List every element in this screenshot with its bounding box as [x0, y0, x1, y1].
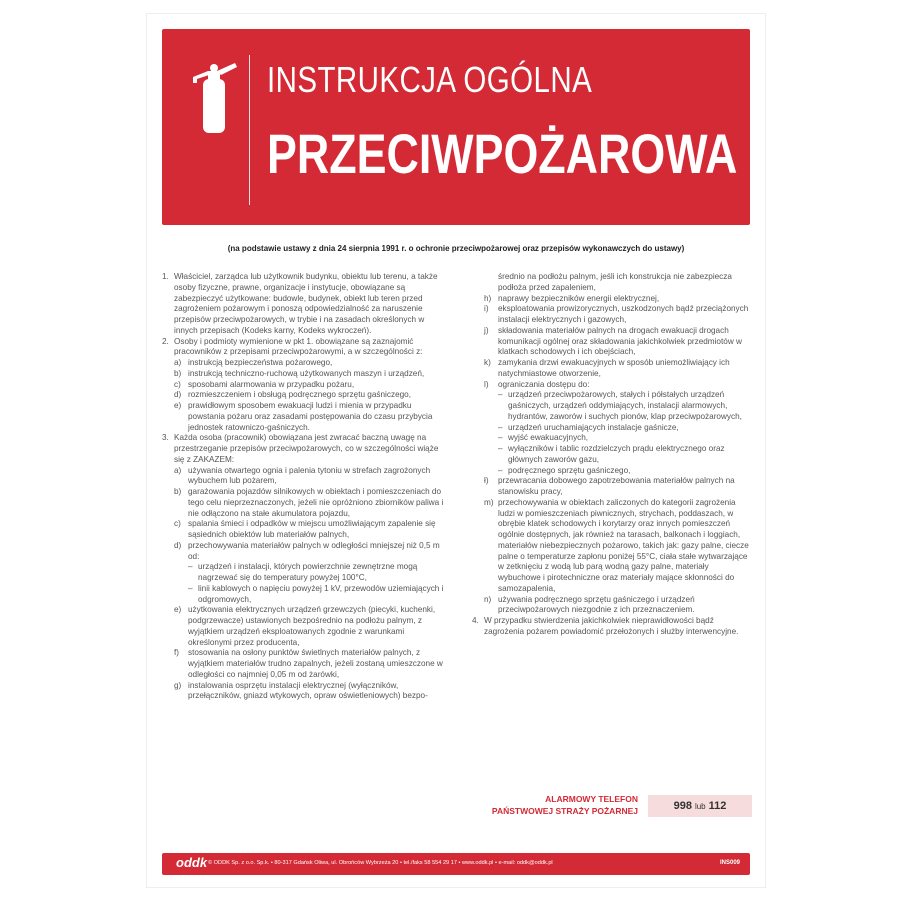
alarm-or-word: lub — [694, 801, 706, 811]
item-marker: – — [498, 444, 503, 453]
item-text: używania podręcznego sprzętu gaśniczego i urządzeń przeciwpożarowych niezgodnie z ich przeznaczeniem. — [498, 594, 695, 615]
item-marker: b) — [174, 487, 182, 496]
item-text: urządzeń przeciwpożarowych, stałych i półstałych urządzeń gaśniczych, urządzeń oddymiających, instalacji alarmowych, hydrantów, zaworów i suchych pionów, klap przeciwpożarowych, — [508, 390, 742, 421]
item-marker: l) — [484, 379, 489, 389]
item-marker: ł) — [484, 476, 489, 486]
item-marker: c) — [174, 379, 181, 389]
item-text: przechowywania materiałów palnych w odległości mniejszej niż 0,5 m od: — [188, 540, 440, 561]
item-text: wyłączników i tablic rozdzielczych prądu elektrycznego oraz głównych zaworów gazu, — [508, 444, 725, 464]
instruction-item — [162, 681, 450, 703]
item-marker: g) — [174, 680, 182, 690]
fire-extinguisher-icon — [187, 57, 239, 135]
instruction-item — [472, 272, 752, 294]
item-text: instalowania osprzętu instalacji elektrycznej (wyłączników, przełączników, gniazd wtykowych, opraw oświetleniowych) bezpo- — [188, 680, 428, 701]
instruction-item — [472, 294, 752, 305]
instruction-item — [162, 358, 450, 369]
item-text: Właściciel, zarządca lub użytkownik budynku, obiektu lub terenu, a także osoby fizyczne, prawne, organizacje i instytucje, obowiązane są zabezpieczyć użytkowane: budowle, budynek, obiekt lub teren przed zagrożeniem pożarowym i ponoszą odpowiedzialność za naruszenie przepisów przeciwpożarowych, w trybie i na zasadach określonych w innych przepisach (Kodeks karny, Kodeks wykroczeń). — [174, 272, 438, 335]
item-text: średnio na podłożu palnym, jeśli ich konstrukcja nie zabezpiecza podłoża przed zapaleniem, — [498, 272, 732, 292]
item-text: linii kablowych o napięciu powyżej 1 kV, przewodów uziemiających i odgromowych, — [198, 583, 444, 604]
item-marker: d) — [174, 540, 182, 550]
instruction-item — [162, 433, 450, 465]
item-text: Każda osoba (pracownik) obowiązana jest zwracać baczną uwagę na przestrzeganie przepisów przeciwpożarowych, co w szczególności wiąże się z ZAKAZEM: — [174, 433, 439, 464]
instruction-item — [162, 466, 450, 488]
item-text: użytkowania elektrycznych urządzeń grzewczych (piecyki, kuchenki, podgrzewacze) ustawionych bezpośrednio na podłożu palnym, z wyjątkiem urządzeń eksploatowanych zgodnie z warunkami określonymi przez producenta, — [188, 605, 436, 647]
item-marker: 1. — [162, 272, 169, 281]
item-text: spalania śmieci i odpadków w miejscu umożliwiającym zapalenie się sąsiednich obiektów lub materiałów palnych, — [188, 519, 436, 539]
item-text: rozmieszczeniem i obsługą podręcznego sprzętu gaśniczego, — [188, 390, 412, 400]
product-code: INS009 — [719, 860, 740, 866]
instruction-item — [162, 562, 450, 584]
item-marker: e) — [174, 401, 182, 410]
item-marker: h) — [484, 293, 492, 303]
left-text-column — [162, 272, 450, 702]
publisher-contact: © ODDK Sp. z o.o. Sp.k. • 80-317 Gdańsk Oliwa, ul. Obrońców Wybrzeża 20 • tel./faks 58 554 29 17 • www.oddk.pl • e-mail: oddk@oddk.pl — [208, 860, 553, 866]
item-text: Osoby i podmioty wymienione w pkt 1. obowiązane są zaznajomić pracowników z przepisami przeciwpożarowymi, a w szczególności z: — [174, 336, 423, 357]
item-marker: e) — [174, 605, 182, 615]
item-marker: – — [498, 390, 503, 400]
item-text: garażowania pojazdów silnikowych w obiektach i pomieszczeniach do tego celu nieprzeznaczonych, jeżeli nie opróżniono zbiorników paliwa i nie odłączono na stałe akumulatora pojazdu, — [188, 487, 444, 518]
item-text: używania otwartego ognia i palenia tytoniu w strefach zagrożonych wybuchem lub pożarem, — [188, 465, 431, 486]
instruction-item — [472, 358, 752, 380]
item-marker: c) — [174, 519, 181, 529]
instruction-item — [162, 541, 450, 563]
instruction-item — [472, 616, 752, 638]
alarm-phone-box — [648, 795, 752, 817]
instruction-item — [162, 401, 450, 433]
item-marker: 4. — [472, 616, 479, 625]
title-line-1: INSTRUKCJA OGÓLNA — [267, 59, 593, 100]
alarm-label-line-2: PAŃSTWOWEJ STRAŻY POŻARNEJ — [491, 806, 638, 816]
instruction-item — [162, 390, 450, 401]
instruction-item — [472, 466, 752, 477]
item-text: podręcznego sprzętu gaśniczego, — [508, 465, 631, 475]
alarm-label-line-1: ALARMOWY TELEFON — [545, 794, 638, 804]
item-text: zamykania drzwi ewakuacyjnych w sposób uniemożliwiający ich natychmiastowe otworzenie, — [498, 358, 730, 378]
instruction-item — [472, 433, 752, 444]
item-marker: a) — [174, 358, 182, 367]
item-marker: i) — [484, 304, 489, 314]
item-marker: n) — [484, 594, 492, 604]
instruction-item — [162, 272, 450, 337]
item-marker: f) — [174, 648, 180, 658]
poster-header — [162, 29, 750, 225]
item-marker: b) — [174, 368, 182, 378]
instruction-item — [472, 326, 752, 358]
item-text: ograniczania dostępu do: — [498, 379, 590, 389]
instruction-item — [162, 519, 450, 541]
item-text: W przypadku stwierdzenia jakichkolwiek nieprawidłowości bądź zagrożenia pożarem powiadomić przełożonych i służby interwencyjne. — [484, 616, 739, 636]
item-marker: – — [188, 583, 193, 593]
instruction-item — [162, 380, 450, 391]
item-text: eksploatowania prowizorycznych, uszkodzonych bądź przeciążonych instalacji elektrycznych i gazowych, — [498, 304, 749, 324]
item-text: urządzeń uruchamiających instalacje gaśnicze, — [508, 422, 679, 432]
alarm-number-112: 112 — [708, 800, 727, 812]
item-text: wyjść ewakuacyjnych, — [508, 433, 589, 443]
header-divider — [249, 55, 250, 205]
instruction-item — [162, 584, 450, 606]
item-text: instrukcją techniczno-ruchową użytkowanych maszyn i urządzeń, — [188, 368, 425, 378]
item-marker: a) — [174, 465, 182, 475]
item-text: przewracania dobowego zapotrzebowania materiałów palnych na stanowisku pracy, — [498, 476, 735, 496]
item-marker: – — [498, 465, 503, 475]
item-marker: m) — [484, 497, 494, 507]
item-marker: – — [498, 433, 503, 443]
item-text: sposobami alarmowania w przypadku pożaru, — [188, 379, 355, 389]
instruction-item — [162, 337, 450, 359]
poster-footer — [162, 853, 750, 875]
item-marker: – — [498, 422, 503, 432]
instruction-item — [472, 476, 752, 498]
instruction-item — [472, 498, 752, 595]
alarm-phone-label — [468, 793, 638, 817]
instruction-item — [472, 380, 752, 391]
item-marker: 3. — [162, 433, 169, 443]
alarm-number-998: 998 — [673, 800, 692, 812]
instruction-item — [472, 595, 752, 617]
item-text: stosowania na osłony punktów świetlnych materiałów palnych, z wyjątkiem materiałów trudno zapalnych, jeżeli zostaną umieszczone w odległości co najmniej 0,05 m od żarówki, — [188, 648, 443, 679]
right-text-column — [472, 272, 752, 638]
item-marker: d) — [174, 390, 182, 400]
title-line-2: PRZECIWPOŻAROWA — [267, 122, 738, 185]
item-text: prawidłowym sposobem ewakuacji ludzi i mienia w przypadku powstania pożaru oraz zasadami postępowania do czasu przybycia jednostek ratowniczo-gaśniczych. — [188, 401, 433, 432]
item-text: naprawy bezpieczników energii elektrycznej, — [498, 293, 660, 303]
legal-basis-subtitle: (na podstawie ustawy z dnia 24 sierpnia 1991 r. o ochronie przeciwpożarowej oraz przepisów wykonawczych do ustawy) — [227, 244, 685, 253]
item-text: urządzeń i instalacji, których powierzchnie zewnętrzne mogą nagrzewać się do temperatury powyżej 100°C, — [198, 562, 418, 582]
instruction-item — [472, 423, 752, 434]
item-marker: k) — [484, 358, 491, 367]
instruction-item — [162, 369, 450, 380]
publisher-logo: oddk — [176, 855, 208, 870]
item-text: składowania materiałów palnych na drogach ewakuacji drogach komunikacji ogólnej oraz składowania jakichkolwiek przedmiotów w klatkach schodowych i ich obejściach, — [498, 325, 742, 357]
instruction-item — [162, 648, 450, 680]
instruction-item — [472, 304, 752, 326]
item-marker: 2. — [162, 336, 169, 346]
item-text: instrukcją bezpieczeństwa pożarowego, — [188, 358, 333, 367]
instruction-item — [162, 487, 450, 519]
instruction-item — [472, 444, 752, 466]
instruction-item — [162, 605, 450, 648]
instruction-item — [472, 390, 752, 422]
item-text: przechowywania w obiektach zaliczonych do kategorii zagrożenia ludzi w pomieszczeniach piwnicznych, strychach, poddaszach, w obrębie klatek schodowych i korytarzy oraz innych pomieszczeń ogólnie dostępnych, jak również na tarasach, balkonach i loggiach, materiałów niebezpiecznych pożarowo, takich jak: gazy palne, ciecze palne o temperaturze zapłonu poniżej 55°C, ciała stałe wytwarzające w zetknięciu z wodą lub parą wodną gazy palne, materiały wybuchowe i pirotechniczne oraz materiały mające skłonności do samozapalenia, — [498, 497, 749, 593]
item-marker: j) — [484, 325, 489, 335]
item-marker: – — [188, 562, 193, 572]
